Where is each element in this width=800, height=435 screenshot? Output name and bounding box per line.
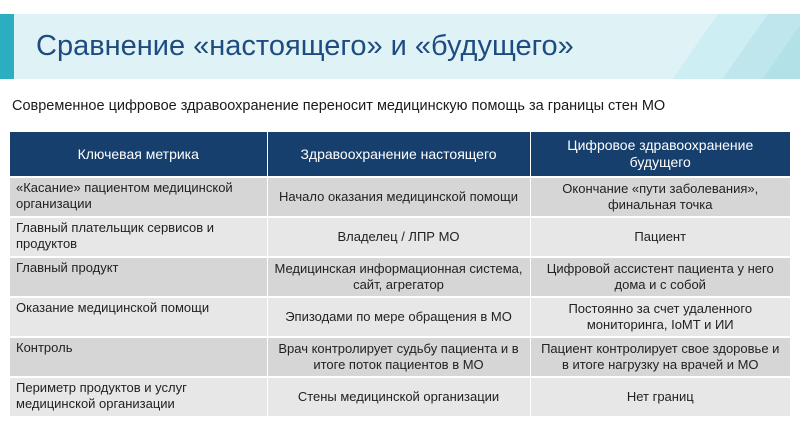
column-header-future: Цифровое здравоохранение будущего — [530, 132, 790, 177]
metric-cell: Периметр продуктов и услуг медицинской организации — [10, 377, 267, 416]
metric-cell: Главный плательщик сервисов и продуктов — [10, 217, 267, 257]
present-cell: Владелец / ЛПР МО — [267, 217, 530, 257]
future-cell: Нет границ — [530, 377, 790, 416]
metric-cell: Контроль — [10, 337, 267, 377]
future-cell: Цифровой ассистент пациента у него дома и с собой — [530, 257, 790, 297]
metric-cell: «Касание» пациентом медицинской организации — [10, 177, 267, 217]
comparison-table — [10, 132, 790, 416]
present-cell: Эпизодами по мере обращения в МО — [267, 297, 530, 337]
column-header-metric: Ключевая метрика — [10, 132, 267, 177]
future-cell: Окончание «пути заболевания», финальная точка — [530, 177, 790, 217]
present-cell: Медицинская информационная система, сайт, агрегатор — [267, 257, 530, 297]
page-subtitle: Современное цифровое здравоохранение переносит медицинскую помощь за границы стен МО — [12, 98, 666, 114]
table-row — [10, 377, 790, 416]
table-row — [10, 177, 790, 217]
page-title: Сравнение «настоящего» и «будущего» — [36, 30, 574, 62]
column-header-present: Здравоохранение настоящего — [267, 132, 530, 177]
future-cell: Постоянно за счет удаленного мониторинга, IoMT и ИИ — [530, 297, 790, 337]
present-cell: Стены медицинской организации — [267, 377, 530, 416]
present-cell: Начало оказания медицинской помощи — [267, 177, 530, 217]
table-row — [10, 337, 790, 377]
title-banner — [0, 14, 800, 79]
table-row — [10, 257, 790, 297]
metric-cell: Оказание медицинской помощи — [10, 297, 267, 337]
table-row — [10, 217, 790, 257]
metric-cell: Главный продукт — [10, 257, 267, 297]
table-header-row — [10, 132, 790, 177]
present-cell: Врач контролирует судьбу пациента и в итоге поток пациентов в МО — [267, 337, 530, 377]
future-cell: Пациент контролирует свое здоровье и в итоге нагрузку на врачей и МО — [530, 337, 790, 377]
future-cell: Пациент — [530, 217, 790, 257]
banner-accent-bar — [0, 14, 14, 79]
table-row — [10, 297, 790, 337]
